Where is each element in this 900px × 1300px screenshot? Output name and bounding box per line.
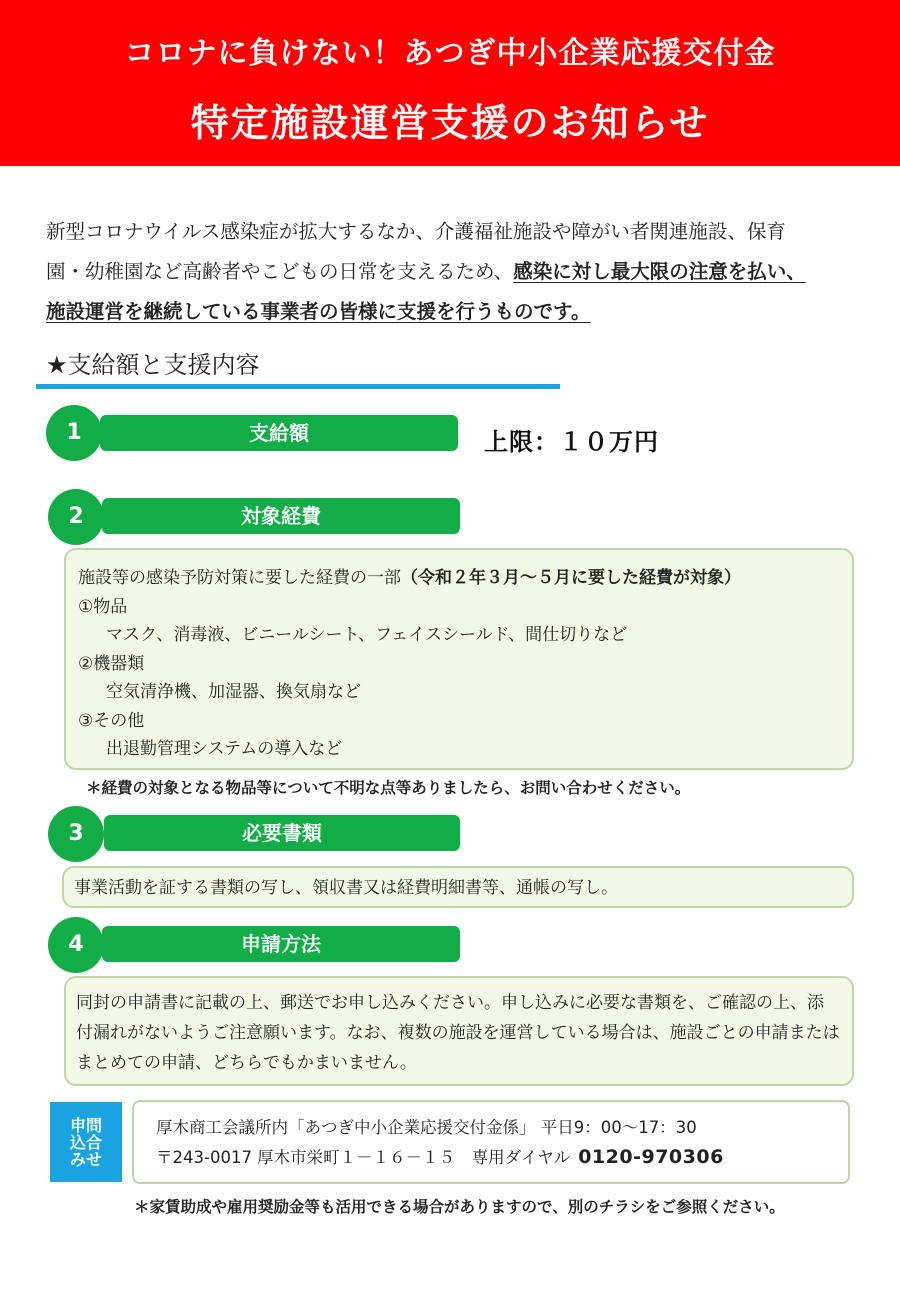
contact-label-text	[54, 1117, 118, 1168]
contact-box	[132, 1100, 850, 1184]
title-banner	[0, 0, 900, 166]
contact-label-line2: 込合	[69, 1132, 102, 1152]
contact-label	[50, 1102, 122, 1182]
contact-label-line1: 申問	[69, 1115, 102, 1135]
contact-office: 厚木商工会議所内「あつぎ中小企業応援交付金係」 平日9：00～17：30	[156, 1118, 697, 1137]
expense-category-3: ③その他	[78, 710, 145, 731]
step1-label-bar: 支給額	[100, 415, 458, 451]
expense-category-2: ②機器類	[78, 653, 145, 674]
intro-line1: 新型コロナウイルス感染症が拡大するなか、介護福祉施設や障がい者関連施設、保育	[46, 220, 786, 243]
expense-category-2-items: 空気清浄機、加湿器、換気扇など	[106, 682, 361, 702]
documents-box	[62, 866, 854, 908]
contact-phone-number[interactable]: 0120-970306	[578, 1146, 724, 1168]
intro-line2	[46, 252, 856, 292]
banner-title-line1: コロナに負けない！あつぎ中小企業応援交付金	[124, 36, 776, 71]
step4-number-badge: 4	[48, 917, 104, 973]
intro-paragraph	[46, 212, 856, 332]
expenses-intro	[78, 564, 840, 593]
footer-note: ＊家賃助成や雇用奨励金等も活用できる場合がありますので、別のチラシをご参照ください。	[134, 1198, 785, 1216]
expenses-intro-text: 施設等の感染予防対策に要した経費の一部	[78, 568, 401, 588]
intro-line2-normal: 園・幼稚園など高齢者やこどもの日常を支えるため、	[46, 260, 514, 283]
contact-label-line3: みせ	[69, 1149, 102, 1169]
expenses-box	[64, 548, 854, 770]
step2-label-bar: 対象経費	[102, 498, 460, 534]
application-line2: 付漏れがないようご注意願います。なお、複数の施設を運営している場合は、施設ごとの申請または	[76, 1023, 840, 1043]
step4-label-bar: 申請方法	[102, 926, 460, 962]
expenses-note: ＊経費の対象となる物品等について不明な点等ありましたら、お問い合わせください。	[86, 779, 691, 797]
payment-amount: 上限：１０万円	[484, 428, 659, 456]
section-heading-underline	[36, 384, 560, 389]
step1-number-badge: 1	[46, 405, 102, 461]
expense-category-3-items: 出退勤管理システムの導入など	[106, 739, 343, 759]
contact-address-text: 〒243-0017 厚木市栄町１－１６－１５ 専用ダイヤル	[156, 1148, 571, 1167]
step2-number-badge: 2	[48, 489, 104, 545]
expenses-period: （令和２年３月～５月に要した経費が対象）	[401, 568, 741, 588]
expense-category-1-items: マスク、消毒液、ビニールシート、フェイスシールド、間仕切りなど	[106, 625, 628, 645]
step3-label-bar: 必要書類	[104, 815, 460, 851]
intro-line3-emphasis: 施設運営を継続している事業者の皆様に支援を行うものです。	[46, 300, 591, 323]
intro-line2-emphasis: 感染に対し最大限の注意を払い、	[513, 260, 806, 283]
expense-category-1: ①物品	[78, 596, 128, 617]
application-box	[64, 976, 854, 1086]
application-line1: 同封の申請書に記載の上、郵送でお申し込みください。申し込みに必要な書類を、ご確認の上、添	[76, 993, 824, 1013]
application-line3: まとめての申請、どちらでもかまいません。	[76, 1053, 417, 1073]
contact-address	[156, 1144, 724, 1168]
intro-line3	[46, 292, 856, 332]
documents-text: 事業活動を証する書類の写し、領収書又は経費明細書等、通帳の写し。	[74, 878, 618, 898]
section-heading: ★支給額と支援内容	[46, 351, 260, 379]
step3-number-badge: 3	[48, 806, 104, 862]
banner-title-line2: 特定施設運営支援のお知らせ	[190, 101, 710, 145]
